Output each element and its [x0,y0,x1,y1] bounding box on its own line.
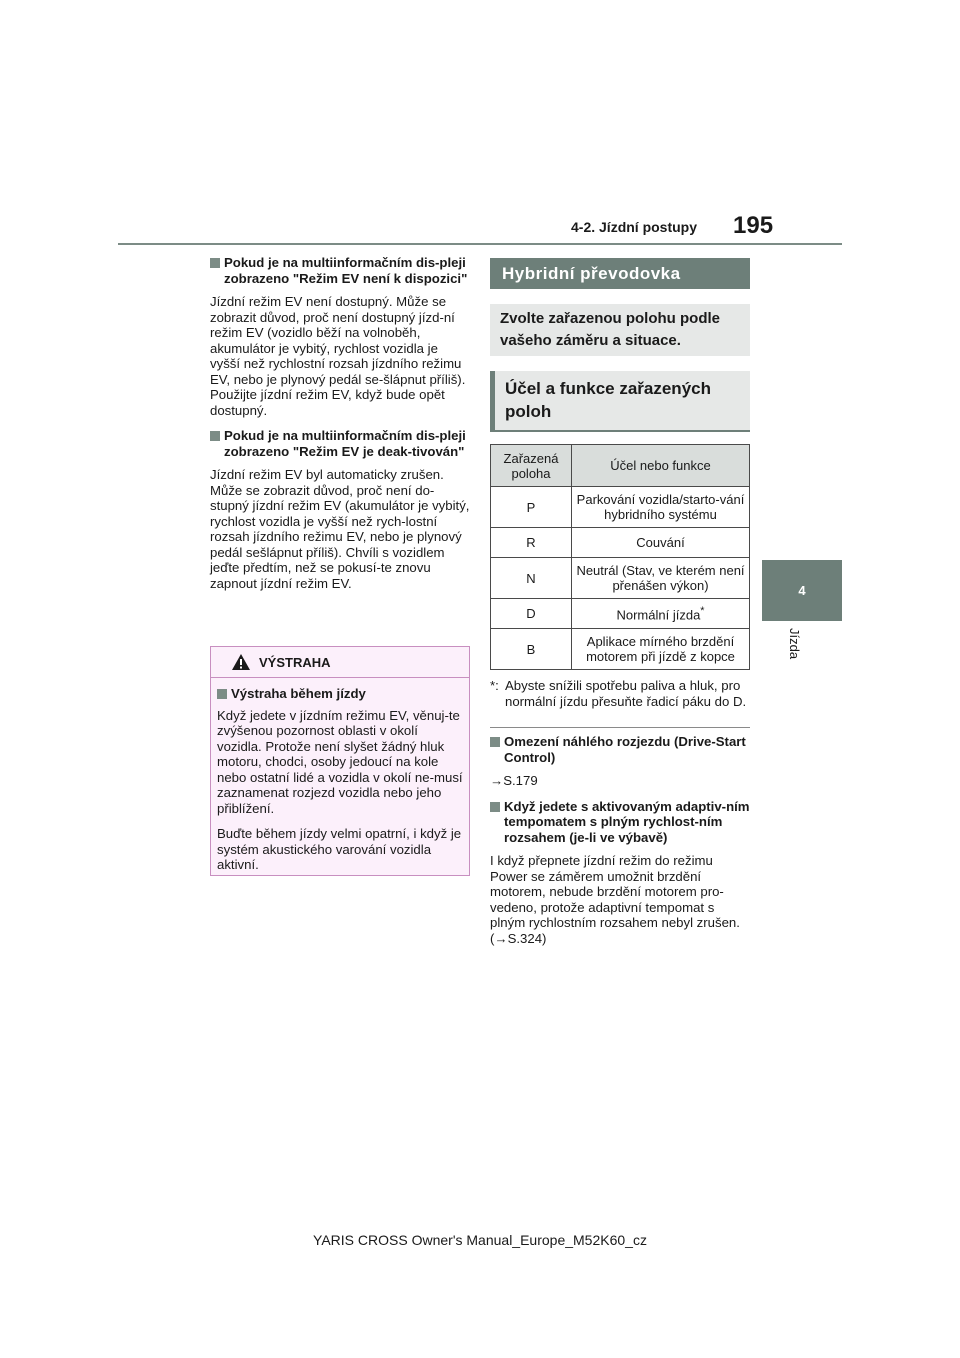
subheading: Pokud je na multiinformačním dis-pleji zobrazeno "Režim EV je deak-tivován" [210,428,470,459]
paragraph: Buďte během jízdy velmi opatrní, i když je systém akustického varování vozidla aktivní. [217,826,462,872]
right-column [490,258,750,956]
table-row [491,599,750,629]
table-row [491,558,750,599]
warning-body [211,678,469,873]
left-column [210,255,470,601]
table-cell-position: N [491,558,572,599]
section-band-title: Hybridní převodovka [490,258,750,289]
column-header: Zařazená poloha [491,445,572,487]
footnote: *: Abyste snížili spotřebu paliva a hluk, pro normální jízdu přesuňte řadicí páku do D. [490,678,747,709]
table-cell-function: Neutrál (Stav, ve kterém není přenášen výkon) [572,558,750,599]
footnote-mark: *: [490,678,499,693]
table-cell-position: B [491,629,572,670]
chapter-label: Jízda [787,628,802,660]
column-header: Účel nebo funkce [572,445,750,487]
table-row [491,528,750,558]
warning-box [210,646,470,876]
table-cell-function: Couvání [572,528,750,558]
square-bullet-icon [490,802,500,812]
warning-title: VÝSTRAHA [259,655,331,670]
paragraph: Jízdní režim EV není dostupný. Může se zobrazit důvod, proč není dostupný jízd-ní režim EV (vozidlo běží na volnoběh, akumulátor je vybitý, rychlost vozidla je vyšší než rychlostní rozsah jízdního režimu EV, nebo je plynový pedál se-šlápnut příliš). Použijte jízdní režim EV, když bude opět dostupný. [210,294,466,418]
paragraph: Když jedete v jízdním režimu EV, věnuj-te zvýšenou pozornost oblasti v okolí vozidla. Protože není slyšet žádný hluk motoru, chodci, osoby jedoucí na kole nebo ostatní lidé a vozidla v okolí ne-musí zaznamenat rozjezd vozidla nebo jeho přiblížení. [217,707,463,816]
table-row [491,487,750,528]
page-number: 195 [733,212,774,239]
square-bullet-icon [490,737,500,747]
square-bullet-icon [210,431,220,441]
table-title-box: Účel a funkce zařazených poloh [490,371,750,432]
table-cell-position: D [491,599,572,629]
table-cell-position: R [491,528,572,558]
chapter-tab: 4 [762,560,842,621]
table-header-row [491,445,750,487]
table-cell-function: Aplikace mírného brzdění motorem při jízdě z kopce [572,629,750,670]
square-bullet-icon [210,258,220,268]
section-title: 4-2. Jízdní postupy [571,219,698,235]
square-bullet-icon [217,689,227,699]
subheading: Výstraha během jízdy [217,686,463,702]
table-row [491,629,750,670]
gear-positions-table [490,444,750,670]
table-cell-function: Normální jízda* [572,599,750,629]
page-footer: YARIS CROSS Owner's Manual_Europe_M52K60_cz [313,1232,647,1248]
footnote-marker: * [700,605,705,618]
subheading: Když jedete s aktivovaným adaptiv-ním tempomatem s plným rychlost-ním rozsahem (je-li ve výbavě) [490,799,750,846]
paragraph: Jízdní režim EV byl automaticky zrušen. Může se zobrazit důvod, proč není do-stupný jízdní režim EV (akumulátor je vybitý, rychlost vozidla je vyšší než rych-lostní rozsah jízdního režimu EV, nebo je plynový pedál sešlápnut příliš). Chvíli s vozidlem jeďte předtím, než se pokusí-te znovu zapnout jízdní režim EV. [210,467,470,591]
intro-box: Zvolte zařazenou polohu podle vašeho záměru a situace. [490,304,750,356]
subheading: Omezení náhlého rozjezdu (Drive-Start Control) [490,734,750,765]
paragraph: I když přepnete jízdní režim do režimu Power se záměrem umožnit brzdění motorem, nebude brzdění motorem pro-vedeno, protože adaptivní tempomat s plným rychlostním rozsahem nebyl zrušen. (→S.324) [490,853,740,946]
table-cell-function: Parkování vozidla/starto-vání hybridního systému [572,487,750,528]
divider [490,727,750,728]
table-cell-position: P [491,487,572,528]
subheading: Pokud je na multiinformačním dis-pleji zobrazeno "Režim EV není k dispozici" [210,255,470,286]
warning-icon [231,653,251,671]
page-reference: →S.179 [490,773,538,788]
warning-header [211,647,469,678]
header-rule [118,243,842,245]
